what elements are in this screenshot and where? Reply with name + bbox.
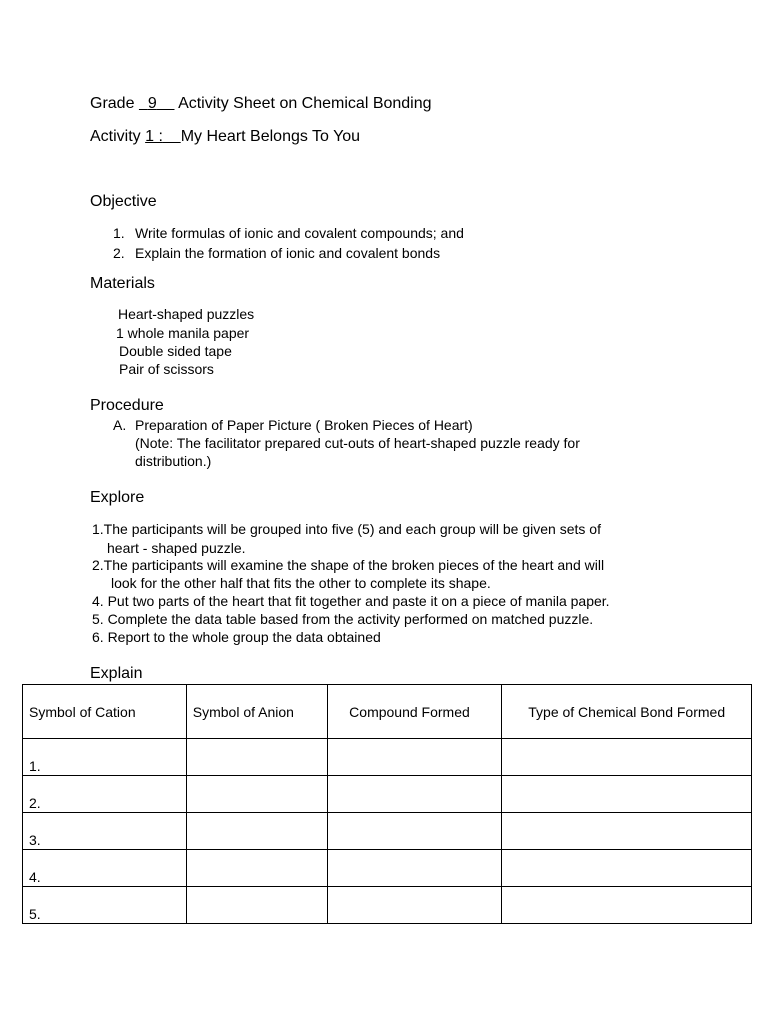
table-row	[23, 776, 752, 813]
row-number: 2.	[23, 776, 187, 813]
table-cell[interactable]	[327, 887, 502, 924]
table-cell[interactable]	[186, 887, 327, 924]
column-header-anion: Symbol of Anion	[186, 685, 327, 739]
data-table	[22, 684, 752, 924]
row-number: 3.	[23, 813, 187, 850]
materials-item: 1 whole manila paper	[116, 325, 250, 341]
explore-line: 5. Complete the data table based from the activity performed on matched puzzle.	[92, 611, 594, 627]
explore-line: 4. Put two parts of the heart that fit together and paste it on a piece of manila paper.	[92, 593, 610, 609]
grade-value: 9	[147, 95, 157, 112]
explore-heading: Explore	[90, 489, 145, 506]
procedure-item	[113, 416, 473, 434]
materials-item: Double sided tape	[119, 343, 232, 359]
table-cell[interactable]	[502, 813, 752, 850]
procedure-item-num: A.	[113, 417, 127, 433]
column-header-cation: Symbol of Cation	[23, 685, 187, 739]
table-cell[interactable]	[186, 739, 327, 776]
table-cell[interactable]	[502, 887, 752, 924]
table-cell[interactable]	[327, 813, 502, 850]
explain-heading: Explain	[90, 665, 143, 682]
procedure-item-text: Preparation of Paper Picture ( Broken Pieces of Heart)	[135, 417, 473, 433]
explore-line: 2.The participants will examine the shape of the broken pieces of the heart and will	[92, 557, 605, 573]
procedure-note: distribution.)	[135, 453, 212, 469]
row-number: 1.	[23, 739, 187, 776]
table-cell[interactable]	[327, 850, 502, 887]
table-header-row	[23, 685, 752, 739]
explore-line: heart - shaped puzzle.	[107, 540, 246, 556]
objective-item	[113, 224, 464, 242]
activity-label: Activity	[90, 128, 141, 145]
objective-heading: Objective	[90, 193, 157, 210]
procedure-heading: Procedure	[90, 397, 164, 414]
objective-item-text: Write formulas of ionic and covalent compounds; and	[135, 225, 464, 241]
sheet-title: Activity Sheet on Chemical Bonding	[178, 95, 432, 112]
column-header-compound: Compound Formed	[327, 685, 502, 739]
explore-line: 6. Report to the whole group the data obtained	[92, 629, 381, 645]
table-row	[23, 850, 752, 887]
objective-item-num: 1.	[113, 225, 125, 241]
row-number: 5.	[23, 887, 187, 924]
table-cell[interactable]	[502, 776, 752, 813]
table-cell[interactable]	[327, 739, 502, 776]
objective-item-num: 2.	[113, 245, 125, 261]
table-cell[interactable]	[186, 776, 327, 813]
grade-label: Grade	[90, 95, 135, 112]
table-row	[23, 739, 752, 776]
activity-line	[90, 128, 360, 146]
table-row	[23, 887, 752, 924]
row-number: 4.	[23, 850, 187, 887]
materials-item: Pair of scissors	[119, 361, 214, 377]
objective-item	[113, 244, 441, 262]
procedure-note: (Note: The facilitator prepared cut-outs of heart-shaped puzzle ready for	[135, 435, 580, 451]
explore-line: look for the other half that fits the other to complete its shape.	[111, 575, 491, 591]
column-header-bond-type: Type of Chemical Bond Formed	[502, 685, 752, 739]
materials-item: Heart-shaped puzzles	[118, 306, 255, 322]
grade-line	[90, 95, 432, 113]
activity-value: 1 :	[145, 128, 163, 145]
explore-line: 1.The participants will be grouped into five (5) and each group will be given sets of	[92, 521, 601, 537]
objective-item-text: Explain the formation of ionic and covalent bonds	[135, 245, 441, 261]
activity-title: My Heart Belongs To You	[180, 128, 361, 145]
table-cell[interactable]	[186, 813, 327, 850]
table-cell[interactable]	[186, 850, 327, 887]
table-cell[interactable]	[327, 776, 502, 813]
table-cell[interactable]	[502, 739, 752, 776]
table-cell[interactable]	[502, 850, 752, 887]
materials-heading: Materials	[90, 275, 155, 292]
table-row	[23, 813, 752, 850]
